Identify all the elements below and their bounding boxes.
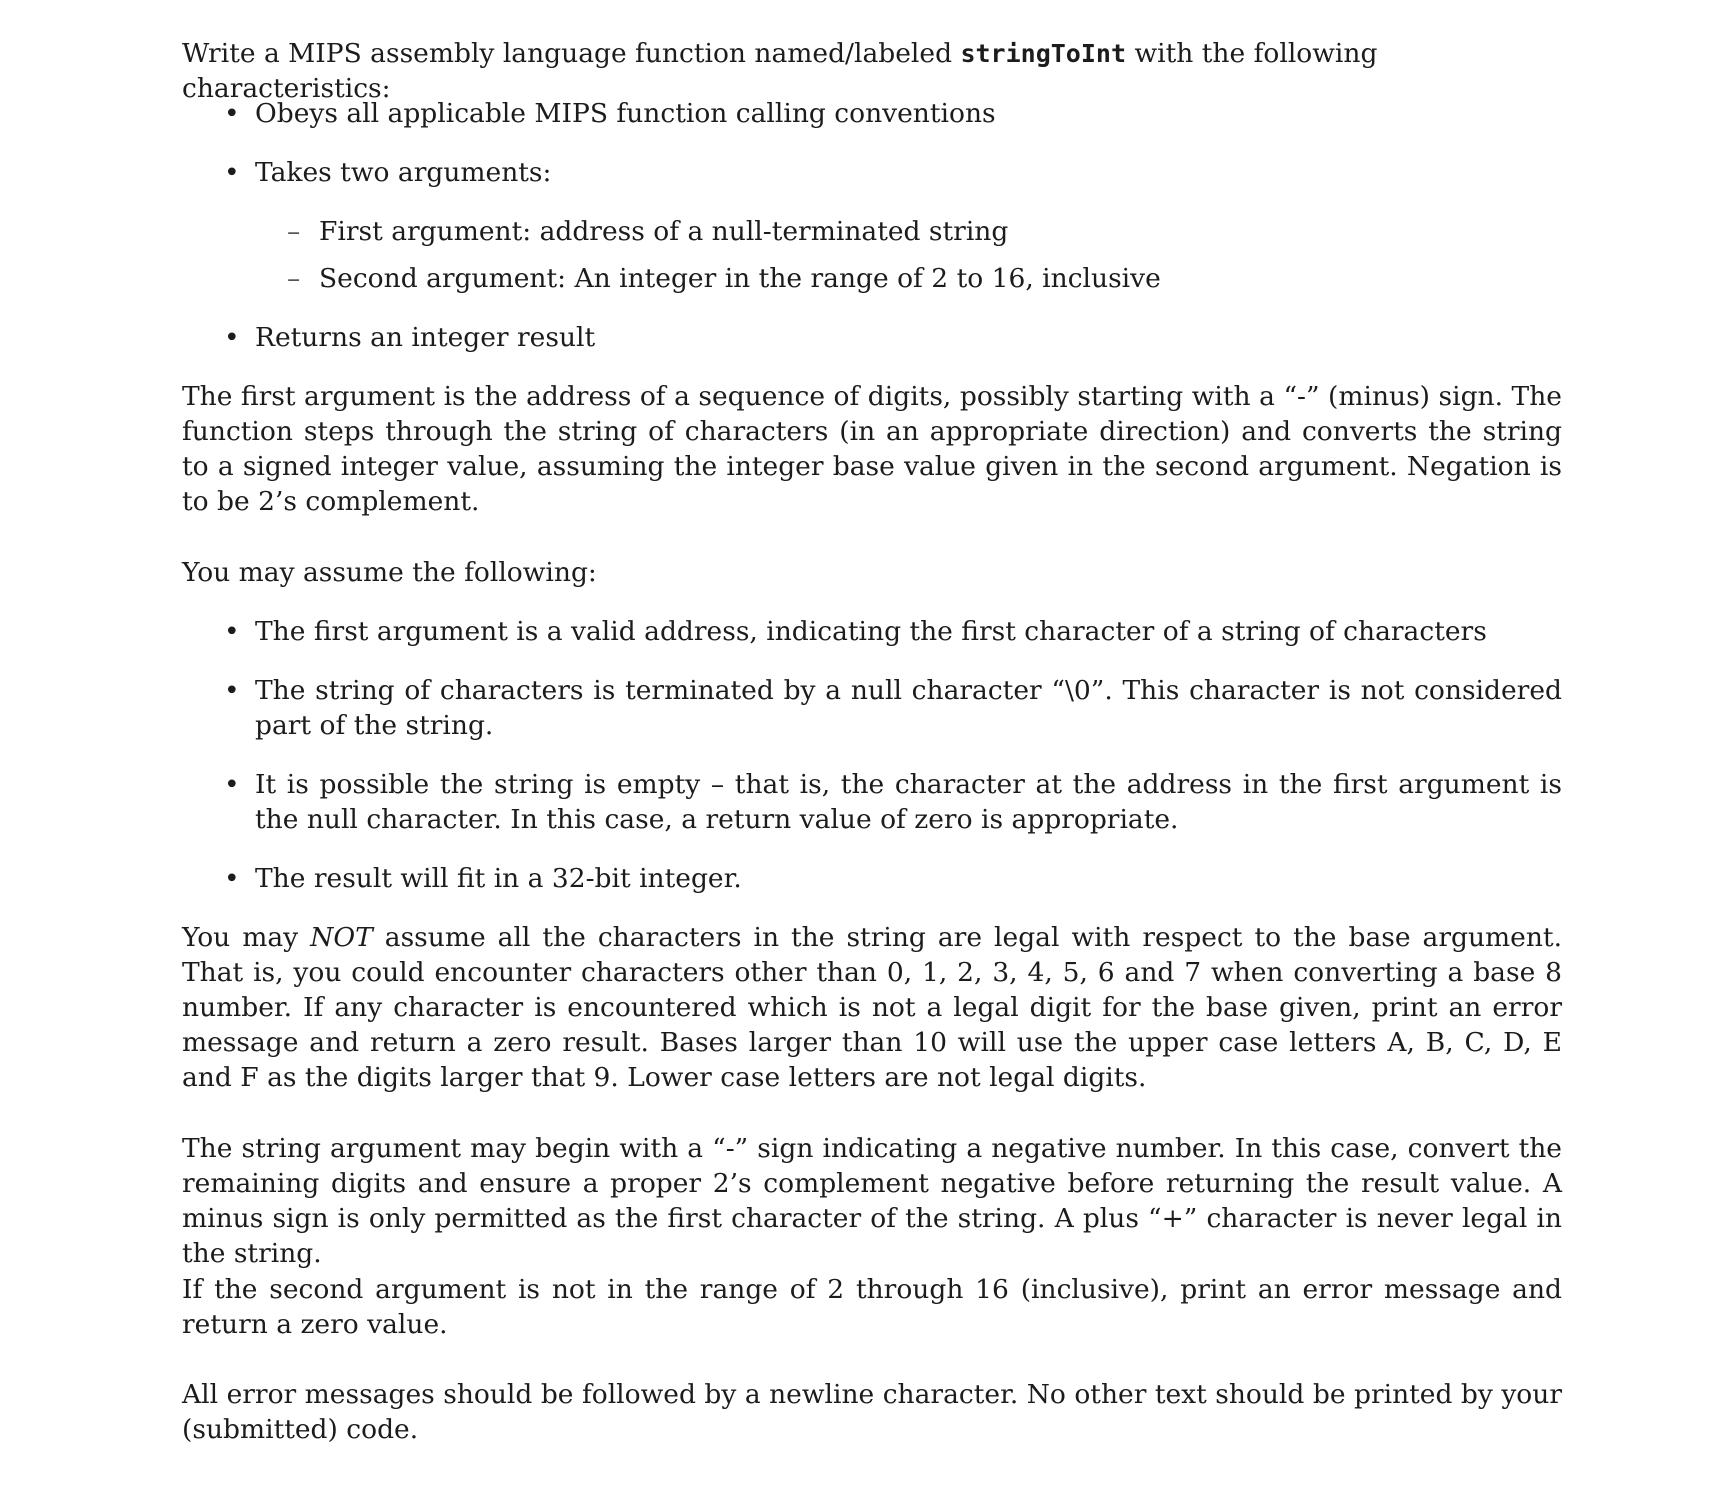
sub-list-item — [182, 214, 1699, 249]
list-item-text: Takes two arguments: — [255, 157, 552, 188]
para2-suffix: assume all the characters in the string are legal with respect to the base argument. That is, you could encounter characters other than 0, 1, 2, 3, 4, 5, 6 and 7 when converting a base 8 number. If any character is encountered which is not a legal digit for the base given, print an error message and return a zero result. Bases larger than 10 will use the upper case letters A, B, C, D, E and F as the digits larger that 9. Lower case letters are not legal digits. — [182, 922, 1563, 1093]
paragraph-error-messages: All error messages should be followed by a newline character. No other text should be printed by your (submitted) code. — [182, 1379, 1562, 1445]
list-item — [182, 614, 1562, 649]
sub-list-item-text: Second argument: An integer in the range of 2 to 16, inclusive — [319, 263, 1161, 294]
function-name: stringToInt — [960, 39, 1127, 68]
list-item-text: The string of characters is terminated by a null character “\0”. This character is not considered part of the string. — [255, 675, 1562, 741]
list-item — [182, 96, 1635, 131]
list-item — [182, 155, 1635, 190]
list-item-text: The first argument is a valid address, indicating the first character of a string of characters — [255, 616, 1487, 647]
bullet-icon: • — [224, 322, 240, 353]
para2-prefix: You may — [182, 922, 311, 953]
sub-list-item — [182, 261, 1699, 296]
list-item-text: Returns an integer result — [255, 322, 596, 353]
list-item-text: It is possible the string is empty – that is, the character at the address in the first argument is the null character. In this case, a return value of zero is appropriate. — [255, 769, 1562, 835]
bullet-icon: • — [224, 675, 240, 706]
bullet-icon: • — [224, 769, 240, 800]
dash-icon: – — [287, 263, 301, 294]
dash-icon: – — [287, 216, 301, 247]
bullet-icon: • — [224, 616, 240, 647]
list-item-text: Obeys all applicable MIPS function calling conventions — [255, 98, 996, 129]
intro-prefix: Write a MIPS assembly language function named/labeled — [182, 38, 961, 69]
list-item — [182, 861, 1562, 896]
paragraph-base-range: If the second argument is not in the range of 2 through 16 (inclusive), print an error message and return a zero value. — [182, 1274, 1562, 1340]
bullet-icon: • — [224, 863, 240, 894]
sub-list-item-text: First argument: address of a null-terminated string — [319, 216, 1009, 247]
list-item — [182, 673, 1562, 743]
para2-emphasis: NOT — [310, 922, 373, 953]
paragraph-minus-sign: The string argument may begin with a “-” sign indicating a negative number. In this case, convert the remaining digits and ensure a proper 2’s complement negative before returning the result value. A minus sign is only permitted as the first character of the string. A plus “+” character is never legal in the string. — [182, 1133, 1562, 1269]
intro-suffix: with the following characteristics: — [182, 38, 1378, 104]
list-item — [182, 320, 1635, 355]
list-item — [182, 767, 1562, 837]
bullet-icon: • — [224, 98, 240, 129]
paragraph-illegal-characters — [182, 920, 1562, 1095]
assumptions-heading: You may assume the following: — [182, 557, 597, 588]
paragraph-argument-description: The first argument is the address of a sequence of digits, possibly starting with a “-” (minus) sign. The function steps through the string of characters (in an appropriate direction) and converts the string to a signed integer value, assuming the integer base value given in the second argument. Negation is to be 2’s complement. — [182, 381, 1562, 517]
list-item-text: The result will fit in a 32-bit integer. — [255, 863, 742, 894]
bullet-icon: • — [224, 157, 240, 188]
